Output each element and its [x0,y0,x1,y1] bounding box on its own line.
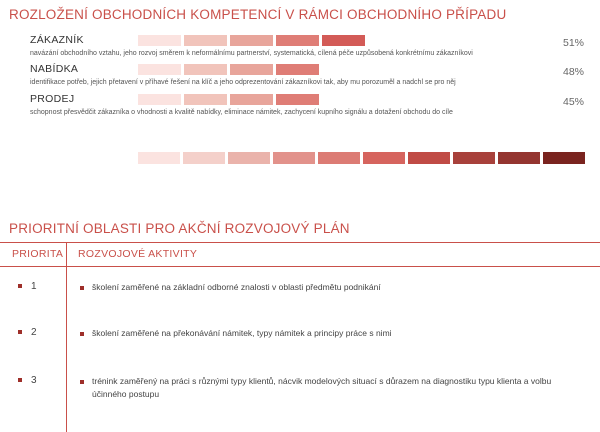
scale-segment [273,152,315,164]
column-divider [66,242,67,432]
priority-number: 3 [31,375,37,386]
column-header-activities: ROZVOJOVÉ AKTIVITY [78,248,198,260]
competency-name: ZÁKAZNÍK [30,34,84,46]
scale-segment [498,152,540,164]
bar-segment [230,64,273,75]
scale-segment [183,152,225,164]
activity-text: trénink zaměřený na práci s různými typy klientů, nácvik modelových situací s důrazem na diagnostiku typu klienta a volbu účinného postupu [92,376,552,399]
competency-name: NABÍDKA [30,63,79,75]
competency-description: schopnost přesvědčit zákazníka o vhodnosti a kvalitě nabídky, eliminace námitek, zachycení kupního signálu a dotažení obchodu do cíle [30,109,453,116]
activity-text: školení zaměřené na základní odborné znalosti v oblasti předmětu podnikání [92,282,381,292]
header-top-rule [0,242,600,243]
bar-segment [276,94,319,105]
competencies-title: ROZLOŽENÍ OBCHODNÍCH KOMPETENCÍ V RÁMCI OBCHODNÍHO PŘÍPADU [9,7,507,22]
competency-description: navázání obchodního vztahu, jeho rozvoj směrem k neformálnímu partnerství, systematická, cílená péče uzpůsobená konkrétnímu zákazníkovi [30,50,473,57]
activity-cell [80,375,580,401]
competency-percent: 45% [562,96,584,108]
priority-cell [18,327,37,338]
scale-segment [543,152,585,164]
activity-cell [80,327,580,340]
bar-segment [138,94,181,105]
bullet-icon [18,284,22,288]
competency-sale [30,93,590,116]
competency-bar [138,64,319,75]
competency-bar [138,94,319,105]
activity-cell [80,281,580,294]
competency-percent: 51% [562,37,584,49]
scale-segment [228,152,270,164]
bar-segment [230,35,273,46]
bar-segment [276,35,319,46]
bar-segment [322,35,365,46]
header-bottom-rule [0,266,600,267]
bar-segment [184,94,227,105]
bar-segment [276,64,319,75]
bullet-icon [18,330,22,334]
bullet-icon [80,332,84,336]
scale-segment [138,152,180,164]
scale-segment [453,152,495,164]
scale-segment [318,152,360,164]
competency-percent: 48% [562,66,584,78]
bar-segment [230,94,273,105]
competency-description: identifikace potřeb, jejich přetavení v příhavé řešení na klíč a jeho odprezentování zákazníkovi tak, aby mu porozuměl a nadchl se pro něj [30,79,456,86]
competency-customer [30,34,590,57]
bullet-icon [18,378,22,382]
scale-segment [363,152,405,164]
bar-segment [184,35,227,46]
bar-segment [138,64,181,75]
activity-text: školení zaměřené na překonávání námitek, typy námitek a principy práce s nimi [92,328,392,338]
color-scale-legend [138,152,585,164]
scale-segment [408,152,450,164]
competency-offer [30,63,590,86]
development-plan-title: PRIORITNÍ OBLASTI PRO AKČNÍ ROZVOJOVÝ PLÁN [9,221,350,236]
bullet-icon [80,380,84,384]
column-header-priority: PRIORITA [12,248,64,260]
priority-number: 1 [31,281,37,292]
bullet-icon [80,286,84,290]
priority-number: 2 [31,327,37,338]
bar-segment [138,35,181,46]
bar-segment [184,64,227,75]
competency-name: PRODEJ [30,93,75,105]
competency-bar [138,35,365,46]
priority-cell [18,375,37,386]
priority-cell [18,281,37,292]
